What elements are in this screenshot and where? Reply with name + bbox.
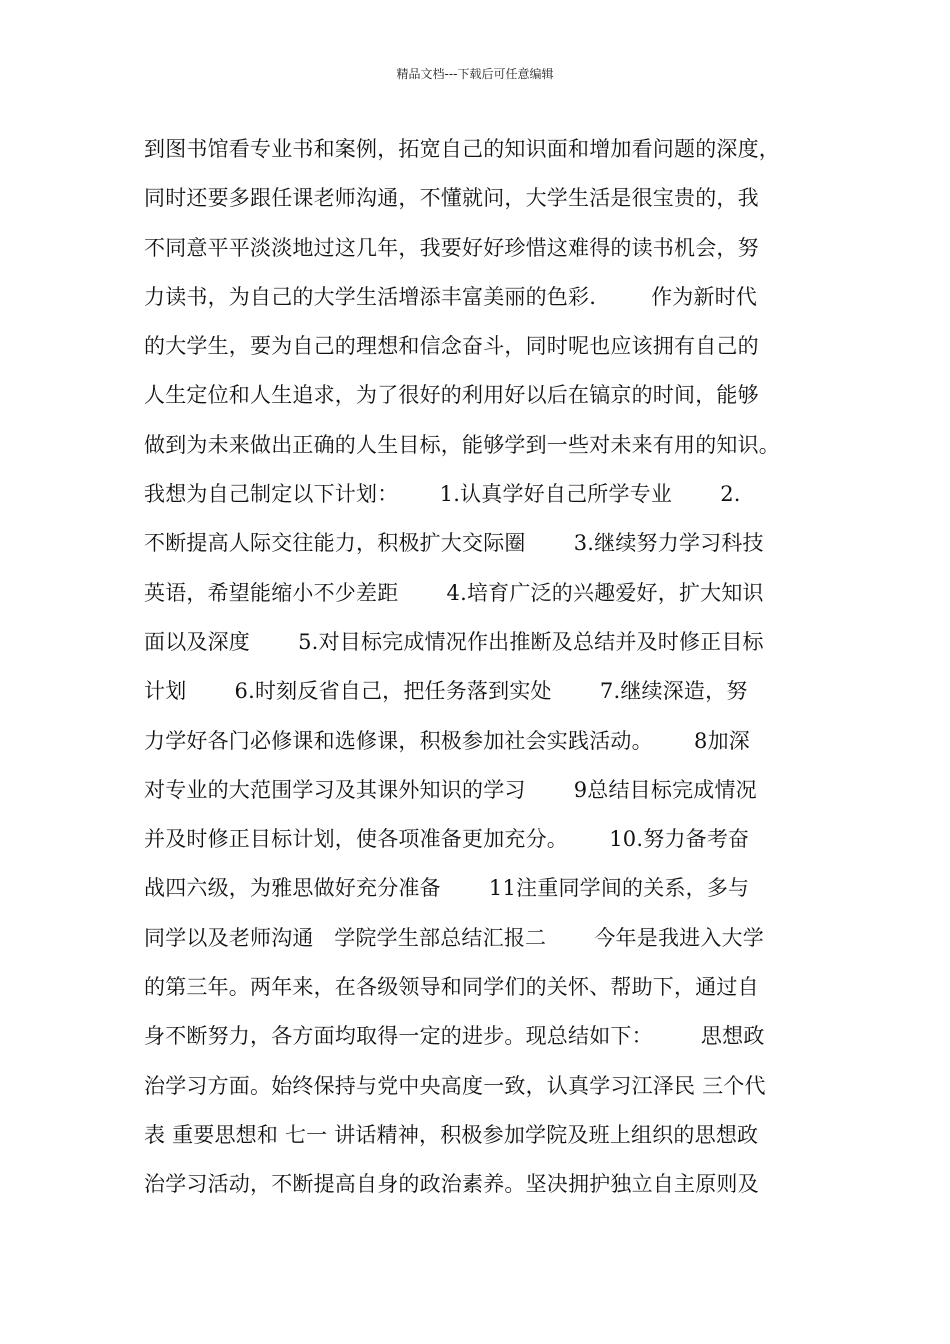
text-line: 人生定位和人生追求，为了很好的利用好以后在镐京的时间，能够 xyxy=(144,383,759,408)
text-line: 计划 6.时刻反省自己，把任务落到实处 7.继续深造，努 xyxy=(144,679,748,704)
text-line: 对专业的大范围学习及其课外知识的学习 9总结目标完成情况 xyxy=(144,777,757,802)
text-line: 同学以及老师沟通 学院学生部总结汇报二 今年是我进入大学 xyxy=(144,925,764,950)
text-line: 同时还要多跟任课老师沟通，不懂就问，大学生活是很宝贵的，我 xyxy=(144,186,759,211)
text-line: 的第三年。两年来，在各级领导和同学们的关怀、帮助下，通过自 xyxy=(144,975,759,1000)
text-line: 做到为未来做出正确的人生目标，能够学到一些对未来有用的知识。 xyxy=(144,432,780,457)
text-line: 并及时修正目标计划，使各项准备更加充分。 10.努力备考奋 xyxy=(144,827,750,852)
text-line: 力学好各门必修课和选修课，积极参加社会实践活动。 8加深 xyxy=(144,728,751,753)
text-line: 身不断努力，各方面均取得一定的进步。现总结如下： 思想政 xyxy=(144,1024,765,1049)
text-line: 力读书，为自己的大学生活增添丰富美丽的色彩. 作为新时代 xyxy=(144,284,758,309)
text-line: 不断提高人际交往能力，积极扩大交际圈 3.继续努力学习科技 xyxy=(144,531,764,556)
text-line: 英语，希望能缩小不少差距 4.培育广泛的兴趣爱好，扩大知识 xyxy=(144,580,764,605)
text-line: 面以及深度 5.对目标完成情况作出推断及总结并及时修正目标 xyxy=(144,629,764,654)
text-line: 我想为自己制定以下计划： 1.认真学好自己所学专业 2. xyxy=(144,482,741,507)
text-line: 表 重要思想和 七一 讲话精神，积极参加学院及班上组织的思想政 xyxy=(144,1122,759,1147)
text-line: 治学习活动，不断提高自身的政治素养。坚决拥护独立自主原则及 xyxy=(144,1172,759,1197)
text-line: 战四六级，为雅思做好充分准备 11注重同学间的关系，多与 xyxy=(144,876,750,901)
page-header: 精品文档---下载后可任意编辑 xyxy=(396,67,554,81)
text-line: 到图书馆看专业书和案例，拓宽自己的知识面和增加看问题的深度， xyxy=(144,137,780,161)
text-line: 的大学生，要为自己的理想和信念奋斗，同时呢也应该拥有自己的 xyxy=(144,334,759,359)
text-line: 不同意平平淡淡地过这几年，我要好好珍惜这难得的读书机会，努 xyxy=(144,235,759,260)
document-body xyxy=(144,128,824,1213)
text-line: 治学习方面。始终保持与党中央高度一致，认真学习江泽民 三个代 xyxy=(144,1073,766,1098)
